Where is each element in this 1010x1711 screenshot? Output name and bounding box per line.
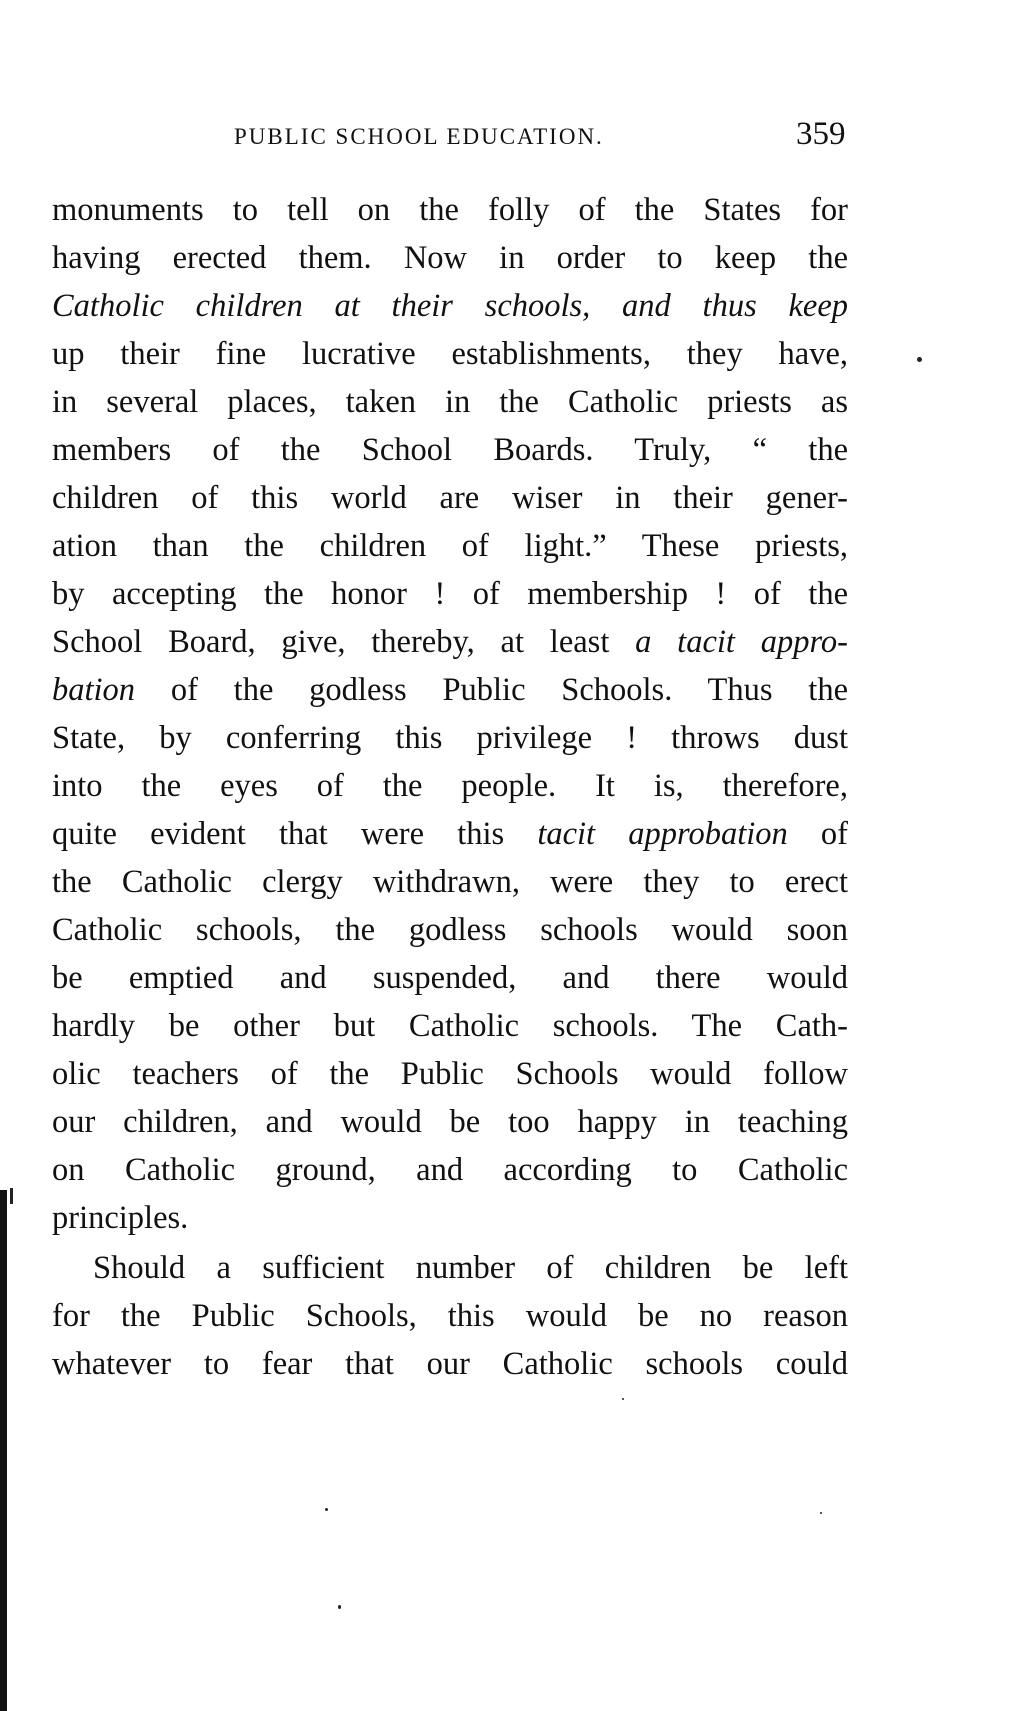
- speck: [917, 357, 922, 362]
- running-head: [0, 116, 1010, 160]
- page-number: 359: [796, 116, 846, 152]
- text-line: Should a sufficient number of children be left: [93, 1250, 848, 1286]
- speck: [820, 1512, 822, 1514]
- text-line: ation than the children of light.” These priests,: [52, 528, 848, 564]
- binding-edge: [0, 1190, 7, 1711]
- speck: [325, 1508, 328, 1511]
- binding-tick: [10, 1188, 13, 1204]
- text-line: on Catholic ground, and according to Catholic: [52, 1152, 848, 1188]
- text-line: whatever to fear that our Catholic schools could: [52, 1346, 848, 1382]
- text-line: children of this world are wiser in their gener-: [52, 480, 848, 516]
- text-line: School Board, give, thereby, at least a tacit appro-: [52, 624, 848, 660]
- speck: [622, 1398, 624, 1400]
- text-line: State, by conferring this privilege ! throws dust: [52, 720, 848, 756]
- text-line: Catholic schools, the godless schools would soon: [52, 912, 848, 948]
- text-line: into the eyes of the people. It is, therefore,: [52, 768, 848, 804]
- text-line: the Catholic clergy withdrawn, were they to erect: [52, 864, 848, 900]
- speck: [338, 1605, 341, 1609]
- text-line: olic teachers of the Public Schools would follow: [52, 1056, 848, 1092]
- text-line: up their fine lucrative establishments, they have,: [52, 336, 848, 372]
- text-line: hardly be other but Catholic schools. The Cath-: [52, 1008, 848, 1044]
- running-title: PUBLIC SCHOOL EDUCATION.: [234, 124, 604, 149]
- text-line: in several places, taken in the Catholic priests as: [52, 384, 848, 420]
- text-line: members of the School Boards. Truly, “ the: [52, 432, 848, 468]
- text-line: for the Public Schools, this would be no reason: [52, 1298, 848, 1334]
- text-line: bation of the godless Public Schools. Thus the: [52, 672, 848, 708]
- text-line: monuments to tell on the folly of the States for: [52, 192, 848, 228]
- text-line: having erected them. Now in order to keep the: [52, 240, 848, 276]
- text-line: be emptied and suspended, and there would: [52, 960, 848, 996]
- text-line: by accepting the honor ! of membership ! of the: [52, 576, 848, 612]
- text-line: our children, and would be too happy in teaching: [52, 1104, 848, 1140]
- text-line: quite evident that were this tacit approbation of: [52, 816, 848, 852]
- text-line: Catholic children at their schools, and thus keep: [52, 288, 848, 324]
- text-line: principles.: [52, 1200, 189, 1236]
